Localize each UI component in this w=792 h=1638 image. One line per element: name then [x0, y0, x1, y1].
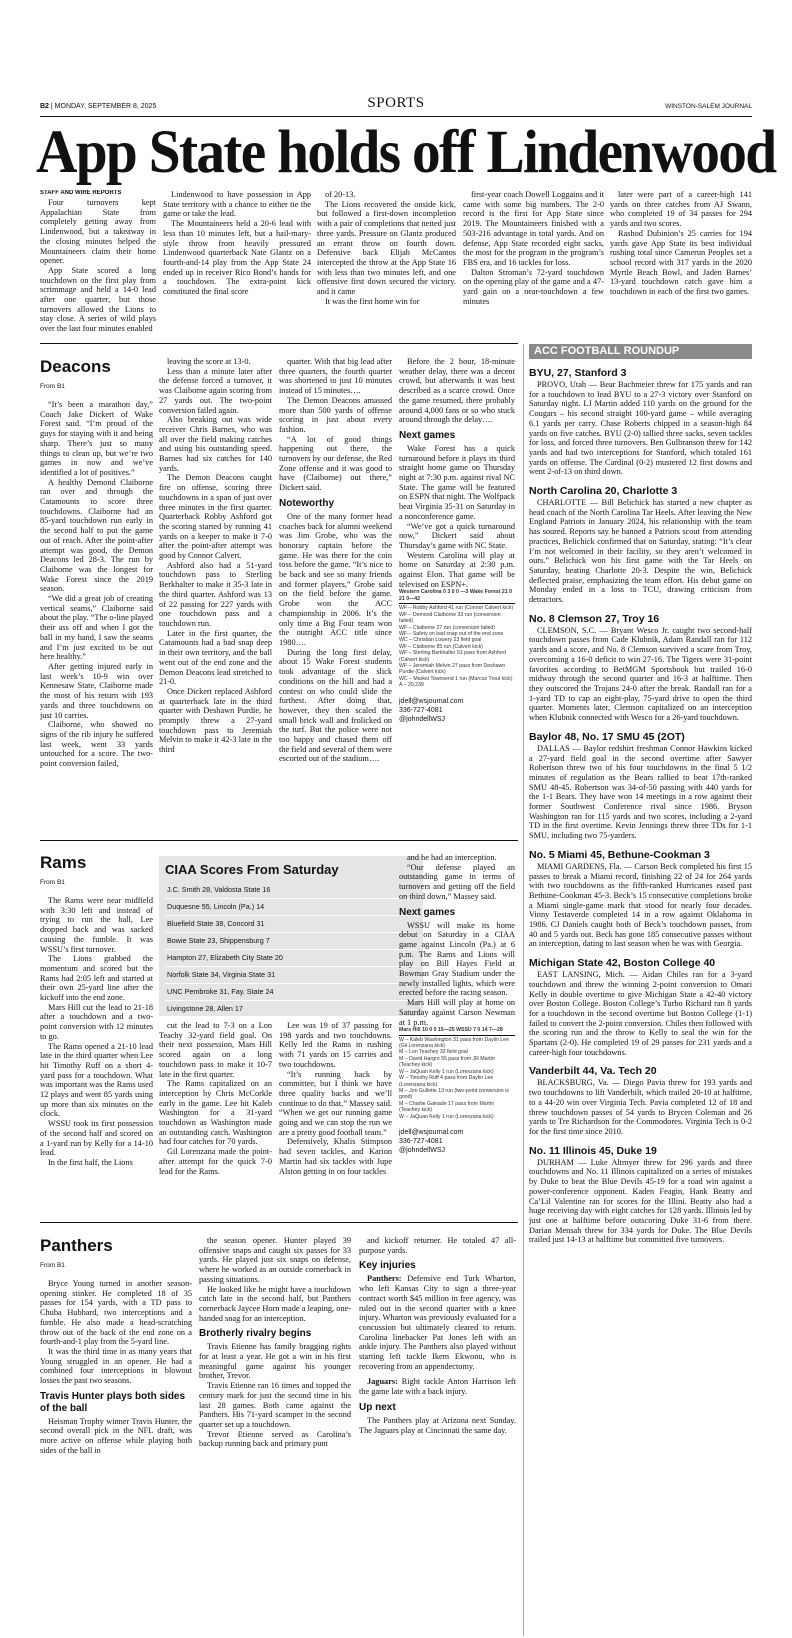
paragraph: Also breaking out was wide receiver Chris Barnes, who was all over the field making catches and using his outstanding speed. Barnes had six catches for 140 yards. — [159, 415, 272, 473]
deacons-col-2 — [159, 357, 272, 835]
paragraph: It was the first home win for — [325, 296, 420, 306]
summary-line: W – JaQuan Kelly 1 run (Lorenzana kick) — [399, 1113, 494, 1120]
paragraph: Wake Forest has a quick turnaround before it plays its third straight home game on Thursday night at 7:30 p.m. against rival NC State. The game will be featured on ESPN that night. The Wolfpack beat Virginia 35-31 on Saturday in a nonconference game. — [399, 443, 515, 521]
paragraph: Western Carolina will play at home on Saturday at 2:30 p.m. against Elon. That game will be televised on ESPN+. — [399, 550, 515, 589]
divider — [40, 1222, 518, 1223]
game-story: DALLAS — Baylor redshirt freshman Connor Hawkins kicked a 27-yard field goal in the second overtime after Sawyer Robertson threw two of his four touchdowns in the final 5 1/2 minutes of regulation as the Bears rallied to beat 17th-ranked SMU 48-45. Robertson was 34-of-50 passing with 440 yards for the 1-1 Bears. They have won 14 meetings in a row against their former Southwest Conference rival since 1986. Bryson Washington ran for 115 yards and two scores, including a 2-yard TD in the first overtime. Kevin Jennings threw three TDs for 1-1 SMU, including two 75-yarders. — [529, 743, 752, 841]
paragraph: It was the third time in as many years that Young struggled in an opener. He had a combined four interceptions in blowout losses the past two seasons. — [40, 1346, 192, 1386]
acc-roundup-banner: ACC FOOTBALL ROUNDUP — [529, 344, 752, 359]
divider — [40, 343, 518, 344]
paragraph: Before the 2 hour, 18-minute weather delay, there was a decent crowd, but afterwards it was best described as a scarce crowd. Once the game resumed, there probably around 4,000 fans or so who stuck around through the delay…. — [399, 357, 515, 425]
paragraph: A healthy Demond Claiborne ran over and through the Catamounts to score three touchdowns. Claiborne had an 85-yard touchdown run early in the second half to put the game out of reach. After the point-after attempt was good, the Demon Deacons led 28-3. The run by Claiborne was the longest for Wake Forest since the 2019 season. — [40, 477, 153, 594]
scoring-summary — [399, 1027, 515, 1120]
paragraph: He looked like he might have a touchdown catch late in the second half, but Panthers cornerback Jaycee Horn made a leaping, one-handed snag for an interception. — [199, 1284, 351, 1323]
paragraph: Four turnovers kept Appalachian State from completely getting away from Lindenwood, but a takeaway in the closing minutes helped the Mountaineers claim their home opener. — [40, 198, 156, 266]
game-headline: North Carolina 20, Charlotte 3 — [529, 485, 678, 498]
newspaper-name: WINSTON-SALEM JOURNAL — [665, 103, 752, 110]
author-phone: 336-727-4081 — [399, 1137, 443, 1145]
author-contact — [399, 1128, 515, 1155]
summary-line: WF – Claiborne 85 run (Calvert kick) — [399, 643, 483, 650]
deacons-col-4 — [399, 357, 515, 835]
score-row: Duquesne 55, Lincoln (Pa.) 14 — [165, 899, 417, 916]
summary-line: M – Lon Teachey 32 field goal — [399, 1049, 468, 1056]
paragraph: cut the lead to 7-3 on a Lon Teachy 32-yard field goal. On their next possession, Mars Hill scored again on a long touchdown pass to make it 10-7 late in the first quarter. — [159, 1021, 272, 1079]
lead-col-4 — [463, 190, 604, 340]
score-row: Livingstone 28, Allen 17 — [165, 1001, 417, 1018]
game-story: CHARLOTTE — Bill Belichick has started a new chapter as head coach of the North Carolina Tar Heels. After leaving the New England Patriots in January 2024, his relationship with the team has soured. Reports say he banned a Patriots scout from attending practices, Belichick confirmed that on Saturday, stating: “It’s clear I’m not welcomed in their facility, so they aren’t welcomed in ours.” Belichick won his first game with the Tar Heels on Saturday, beating Charlotte 20-3. Despite the win, Belichick deflected praise, emphasizing the team effort. His debut game on Monday ended in a loss to TCU, drawing criticism from detractors. — [529, 498, 752, 605]
summary-line: M – Jon Gullette 13 run (two-point conversion is good) — [399, 1087, 509, 1101]
paragraph: Once Dickert replaced Ashford at quarterback late in the third quarter with Deshawn Purdie, he promptly threw a 27-yard touchdown pass to Jeremiah Melvin to make it 42-3 late in the third — [159, 686, 272, 755]
author-email[interactable]: jdell@wsjournal.com — [399, 1128, 464, 1136]
summary-line: WF – Claiborne 27 run (conversion failed) — [399, 624, 496, 631]
paragraph: Lindenwood to have possession in App State territory with a chance to either tie the game or take the lead. — [163, 190, 311, 219]
paragraph: Dalton Stroman’s 72-yard touchdown on the opening play of the game and a 47-yard gain on a near-touchdown a few minutes — [463, 267, 604, 306]
team-label: Panthers: — [367, 1274, 402, 1284]
game-story: EAST LANSING, Mich. — Aidan Chiles ran for a 3-yard touchdown and threw the winning 2-point conversion to Omari Kelly in double overtime to give Michigan State a 42-40 victory over Boston College. Boston College’s Turbo Richard ran 8 yards for a touchdown in the second overtime but Boston College (1-1) failed to convert the 2-point conversion. Chiles then followed with the scoring run and the throw to Kelly to seal the win for the Spartans (2-0). He completed 19 of 29 passes for 231 yards and a career-high four touchdowns. — [529, 970, 752, 1057]
paragraph: leaving the score at 13-0. — [167, 357, 251, 366]
score-row: Bluefield State 38, Concord 31 — [165, 916, 417, 933]
summary-linescore: Western Carolina 0 3 0 0 —3 Wake Forest 21 0 21 0—42 — [399, 589, 515, 604]
panthers-col-1 — [40, 1236, 192, 1636]
game-story: CLEMSON, S.C. — Bryant Wesco Jr. caught two second-half touchdown passes from Cade Klubnik, Adam Randall ran for 112 yards and a score, and No. 8 Clemson survived a scare from Troy, overcoming a 16-0 deficit to win 27-16. The Tigers were 31-point favorites according to BetMGM Sportsbook but trailed 16-0 midway through the second quarter and 16-3 at halftime. Then they outscored the Trojans 24-0 after the break. Randall ran for a 1-yard TD to cap an eight-play, 75-yard drive to open the third quarter. Moments later, Clemson capitalized on an interception when Klubnik connected with Wesco for a 26-yard touchdown. — [529, 625, 752, 723]
paragraph: quarter. With that big lead after three quarters, the fourth quarter was shortened to just 10 minutes instead of 15 minutes…. — [279, 357, 392, 396]
paragraph: Mars Hill will play at home on Saturday against Carson Newman at 1 p.m. — [399, 998, 515, 1027]
game-headline: Michigan State 42, Boston College 40 — [529, 957, 716, 970]
score-row: J.C. Smith 28, Valdosta State 16 — [165, 882, 417, 899]
paragraph: the season opener. Hunter played 39 offensive snaps and caught six passes for 33 yards. He played just six snaps on defense, where he worked as an outside cornerback in passing situations. — [199, 1236, 351, 1284]
ciaa-scores-box — [159, 856, 423, 1016]
score-row: Hampton 27, Elizabeth City State 20 — [165, 950, 417, 967]
paragraph: and he had an interception. — [407, 853, 497, 862]
paragraph: The Lions grabbed the momentum and scored but the Rams had 2:05 left and started at their own 25-yard line after the kickoff into the end zone. — [40, 954, 153, 1003]
summary-line: M – Charlie Gainade 17 pass from Martin (Teachey kick) — [399, 1100, 494, 1114]
author-contact — [399, 697, 515, 724]
lead-col-1 — [40, 190, 156, 340]
page-folio: B2 | MONDAY, SEPTEMBER 8, 2025 — [40, 103, 157, 110]
paragraph: The Lions recovered the onside kick, but followed a first-down incompletion with a pair of completions that netted just three yards. Pressure on Glantz produced an errant throw on fourth down. Defensive back Elijah McCantos intercepted the throw at the App State 16 with less than two minutes left, and one offensive first down secured the victory. and it came — [317, 199, 456, 297]
paragraph: The Panthers play at Arizona next Sunday. The Jaguars play at Cincinnati the same day. — [359, 1415, 516, 1435]
paragraph: Bryce Young turned in another season-opening stinker. He completed 18 of 35 passes for 154 yards, with a TD pass to Chuba Hubbard, two interceptions and a fumble. He also made a head-scratching throw out of the back of the end zone on a fourth-and-1 play from the 5-yard line. — [40, 1279, 192, 1347]
injury-text: Defensive end Turk Wharton, who left Kansas City to sign a three-year contract worth $45 million in free agency, was ruled out in the second quarter with a knee injury. Wharton was previously evaluated for a concussion but ultimately cleared to return. Carolina linebacker Pat Jones left with an ankle injury. The Panthers also played without starting left tackle Ikem Ekwonu, who is recovering from an appendectomy. — [359, 1274, 516, 1371]
paragraph: and kickoff returner. He totaled 47 all-purpose yards. — [359, 1236, 516, 1255]
hunter-subhead: Travis Hunter plays both sides of the ball — [40, 1390, 186, 1414]
paragraph: WSSU will make its home debut on Saturday in a CIAA game against Lincoln (Pa.) at 6 p.m. The Rams and Lions will play on Bill Hayes Field at Bowman Gray Stadium under the newly installed lights, which were erected before the racing season. — [399, 920, 515, 998]
paragraph: Travis Etienne ran 16 times and topped the century mark for just the second time in his last 28 games. Both came against the Panthers. His 71-yard scamper in the second quarter set up a touchdown. — [199, 1381, 351, 1429]
paragraph: Rashod Dubinion’s 25 carries for 194 yards gave App State its best individual rushing total since Camerun Peoples set a school record with 317 yards in the 2020 Myrtle Beach Bowl, and Jaden Barnes’ 13-yard touchdown catch gave him a touchdown in each of the first two games. — [610, 228, 752, 297]
rams-col-3 — [279, 1021, 392, 1217]
ciaa-title: CIAA Scores From Saturday — [165, 862, 339, 877]
paragraph: The Mountaineers held a 20-6 lead with less than 10 minutes left, but a hail-mary-style throw from heavily pressured Lindenwood quarterback Nate Glantz on a fourth-and-14 play from the App State 24 ended up in receiver Rico Bond’s hands for a touchdown. The extra-point kick constituted the final score — [163, 219, 311, 297]
lead-byline: STAFF AND WIRE REPORTS — [40, 190, 122, 196]
acc-roundup — [529, 363, 752, 1636]
summary-line: WF – Jeremiah Melvin 27 pass from Deshawn Purdie (Calvert kick) — [399, 662, 506, 676]
score-row: UNC Pembroke 31, Fay. State 24 — [165, 984, 417, 1001]
section-name: SPORTS — [367, 95, 425, 111]
summary-line: W – Timothy Ruff 4 pass from Daylin Lee (Lorenzana kick) — [399, 1075, 494, 1088]
summary-line: A – 29,239 — [399, 682, 424, 689]
paragraph: Trevor Etienne served as Carolina’s backup running back and primary punt — [199, 1429, 351, 1449]
paragraph: Gil Lorenzana made the point-after attempt for the quick 7-0 lead for the Rams. — [159, 1147, 272, 1176]
page-header — [40, 95, 752, 117]
paragraph: One of the many former head coaches back for alumni weekend was Jim Grobe, who was the honorary captain before the game. He was there for the coin toss before the game. “It’s nice to be back and see so many friends and former players,” Grobe said on the field before the game. Grobe won the ACC championship in 2006. It’s the only time a Big Four team won the outright ACC title since 1980…. — [279, 511, 392, 647]
paragraph: Lee was 19 of 37 passing for 198 yards and two touchdowns. Kelly led the Rams in rushing with 71 yards on 15 carries and two touchdowns. — [279, 1021, 392, 1069]
page-number: B2 — [40, 103, 49, 110]
panthers-col-3 — [359, 1236, 516, 1636]
rams-title: Rams — [40, 853, 87, 872]
game-headline: Baylor 48, No. 17 SMU 45 (2OT) — [529, 730, 685, 743]
paragraph: Mars Hill cut the lead to 21-18 after a touchdown and a two-point conversion with 12 minutes to go. — [40, 1002, 153, 1041]
game-story: DURHAM — Luke Altmyer threw for 296 yards and three touchdowns and No. 11 Illinois capitalized on a series of mistakes by Duke to beat the Blue Devils 45-19 for a road win against a power-conference opponent. Kaden Feagin, Hank Beatty and Ca’Lil Valentine ran for scores for the Illini. Beatty also had a huge receiving day with eight catches for 128 yards. Illinois led by just one at halftime before outscoring Duke 31-6 from there. Darian Mensah threw for 334 yards for Duke. The Blue Devils trailed just 14-13 at halftime but committed five turnovers. — [529, 1157, 752, 1245]
deacons-col-1 — [40, 357, 153, 835]
paragraph: Claiborne, who showed no signs of the rib injury he suffered last week, went 33 yards untouched for a score. The two-point conversion failed, — [40, 720, 153, 769]
paragraph — [359, 1377, 516, 1396]
deacons-title: Deacons — [40, 357, 111, 376]
rams-col-4 — [399, 853, 515, 1217]
game-story: MIAMI GARDENS, Fla. — Carson Beck completed his first 15 passes to break a Miami record, finishing 22 of 24 for 264 yards with two touchdowns as the fifth-ranked Hurricanes eased past Bethune-Cookman 45-3. Beck’s 15 consecutive completions broke a Miami single-game mark that stood for nearly four decades. Vinny Testaverde completed 14 in a row against Oklahoma in 1986. CJ Daniels caught both of Beck’s touchdown passes, from 40 and 5 yards out. Beck has gone 185 consecutive passes without an interception, dating to last season when he was with Georgia. — [529, 861, 752, 949]
next-games-subhead: Next games — [399, 906, 456, 918]
summary-line: WF – Robby Ashford 41 run (Connor Calvert kick) — [399, 605, 514, 612]
noteworthy-subhead: Noteworthy — [279, 497, 334, 509]
jump-line: From B1 — [40, 879, 65, 886]
paragraph: After getting injured early in last week’s 10-9 win over Kennesaw State, Claiborne made the most of his return with 193 yards and three touchdowns on just 10 carries. — [40, 661, 153, 720]
paragraph: Heisman Trophy winner Travis Hunter, the second overall pick in the NFL draft, was more active on offense while playing both sides of the ball in — [40, 1416, 192, 1455]
paragraph: of 20-13. — [325, 190, 356, 199]
paragraph: “Our defense played an outstanding game in terms of turnovers and getting off the field on third down,” Massey said. — [399, 862, 515, 901]
paragraph: “We’ve got a quick turnaround now,” Dickert said about Thursday’s game with NC State. — [399, 521, 515, 550]
game-headline: No. 8 Clemson 27, Troy 16 — [529, 612, 660, 625]
lead-col-3 — [317, 190, 456, 340]
paragraph: Less than a minute later after the defense forced a turnover, it was Claiborne again scoring from 27 yards out. The two-point conversion failed again. — [159, 366, 272, 415]
jump-line: From B1 — [40, 1262, 65, 1269]
game-headline: Vanderbilt 44, Va. Tech 20 — [529, 1065, 657, 1078]
paragraph: Travis Etienne has family bragging rights for at least a year. He got a win in his first meaningful game against his younger brother, Trevor. — [199, 1342, 351, 1381]
injuries-subhead: Key injuries — [359, 1260, 416, 1272]
deacons-col-3 — [279, 357, 392, 835]
score-row: Norfolk State 34, Virginia State 31 — [165, 967, 417, 984]
paragraph: Defensively, Khalis Stimpson had seven tackles, and Karion Martin had six tackles with Jupe Alston getting in on four tackles — [279, 1137, 392, 1176]
paragraph — [359, 1274, 516, 1371]
summary-line: WC – Christian Lowery 23 field goal — [399, 637, 482, 644]
paragraph: Later in the first quarter, the Catamounts had a bad snap deep in their own territory, and the ball went out of the end zone and the Demon Deacons lead stretched to 21-0. — [159, 628, 272, 687]
summary-line: WC – Markel Townsend 1 run (Marcus Trout kick) — [399, 675, 513, 682]
page-date: MONDAY, SEPTEMBER 8, 2025 — [54, 103, 157, 110]
paragraph: The Demon Deacons caught fire on offense, scoring three touchdowns in a span of just over three minutes in the first quarter. Quarterback Robby Ashford got the scoring started by running 41 yards on a keeper to make it 7-0 after the point-after attempt was good by Connor Calvert. — [159, 473, 272, 561]
paragraph: “We did a great job of creating vertical seams,” Claiborne said about the play. “The o-line played their ass off and when I got the ball in my hand, I saw the seams and I’m just excited to be out here healthy.” — [40, 594, 153, 662]
score-row: Bowie State 23, Shippensburg 7 — [165, 933, 417, 950]
injury-text: Right tackle Anton Harrison left the game late with a back injury. — [359, 1377, 516, 1397]
panthers-col-2 — [199, 1236, 351, 1636]
paragraph: “A lot of good things happening out there, the turnovers by our defense, the Red Zone offense and it was good to have (Claiborne) out there,” Dickert said. — [279, 434, 392, 493]
summary-line: M – David Hargro 55 pass from JR Martin (Teachey kick) — [399, 1055, 495, 1069]
author-handle[interactable]: @johndellWSJ — [399, 1146, 446, 1154]
paragraph: “It’s been a marathon day,” Coach Jake Dickert of Wake Forest said. “I’m proud of the guys for staying with it and being sharp. There’s just so many things to clean up, but we’re two games in now and we’ve identified a lot of positives.” — [40, 400, 153, 477]
paragraph: “It’s running back by committee, but I think we have three quality backs and we’ll continue to do that,” Massey said. “When we get our running game going and we can stop the run we are a pretty good football team.” — [279, 1069, 392, 1137]
rams-col-2 — [159, 1021, 272, 1217]
divider — [40, 840, 518, 841]
paragraph: WSSU took its first possession of the second half and scored on a 1-yard run by Kelly for a 14-10 lead. — [40, 1119, 153, 1158]
author-email[interactable]: jdell@wsjournal.com — [399, 697, 464, 705]
paragraph: App State scored a long touchdown on the first play from scrimmage and held a 14-0 lead after one quarter, but those turnovers allowed the Lions to stay close. A series of wild plays over the last four minutes enabled — [40, 265, 156, 334]
paragraph: In the first half, the Lions — [48, 1157, 133, 1167]
summary-line: W – Kaleb Washington 31 pass from Daylin Lee (Gil Lorenzana kick) — [399, 1036, 509, 1050]
lead-col-5 — [610, 190, 752, 340]
game-headline: BYU, 27, Stanford 3 — [529, 367, 627, 379]
paragraph: The Rams capitalized on an interception by Chris McCorkle early in the game. Lee hit Kaleb Washington for a 31-yard touchdown as Washington made an outstanding catch. Washington had four catches for 70 yards. — [159, 1079, 272, 1147]
author-phone: 336-727-4081 — [399, 706, 443, 714]
team-label: Jaguars: — [367, 1377, 398, 1387]
rivalry-subhead: Brotherly rivalry begins — [199, 1328, 312, 1340]
scoring-summary — [399, 589, 515, 688]
summary-line: W – JaQuan Kelly 1 run (Lorenzana kick) — [399, 1068, 494, 1075]
main-headline: App State holds off Lindenwood — [36, 119, 776, 186]
summary-linescore: Mars Hill 10 0 0 15—25 WSSU 7 0 14 7—28 — [399, 1027, 515, 1035]
paragraph: later were part of a career-high 141 yards on three catches from AJ Swann, who completed 19 of 34 passes for 294 yards and two scores. — [610, 190, 752, 229]
panthers-title: Panthers — [40, 1236, 113, 1255]
game-story: BLACKSBURG, Va. — Diego Pavia threw for 193 yards and two touchdowns to lift Vanderbilt, which trailed 20-10 at halftime, to a 44-20 win over Virginia Tech. Pavia completed 12 of 18 and threw touchdown passes of 54 yards to Brycen Coleman and 26 yards to Tre Richardson for the Commodores. Virginia Tech is 0-2 for the first time since 2010. — [529, 1078, 752, 1136]
jump-line: From B1 — [40, 383, 65, 390]
paragraph: first-year coach Dowell Loggains and it came with some big numbers. The 2-0 record is the first for App State since 2019. The Mountaineers finished with a 503-216 advantage in total yards. And on defense, App State recorded eight sacks, the most for the program in the program’s FBS era, and 16 tackles for loss. — [463, 190, 604, 267]
lead-col-2 — [163, 190, 311, 340]
summary-line: WF – Demond Claiborne 33 run (conversion failed) — [399, 611, 501, 625]
paragraph: Ashford also had a 51-yard touchdown pass to Sterling Berkhalter to make it 35-3 late in the third quarter. Ashford was 13 of 22 passing for 227 yards with one touchdown pass and a touchdown run. — [159, 560, 272, 628]
game-headline: No. 11 Illinois 45, Duke 19 — [529, 1144, 657, 1157]
game-story: PROVO, Utah — Bear Bachmeier threw for 175 yards and ran for a touchdown to lead BYU to a 27-3 victory over Stanford on Saturday night. LJ Martin added 110 yards on the ground for the Cougars – his second straight 100-yard game – while averaging 6.1 yards per carry. Chase Roberts chipped in a season-high 84 yards on five catches. BYU (2-0) tallied three sacks, seven tackles for loss, and forced three turnovers. Ben Gulbranson threw for 142 yards and had two interceptions for Stanford, which totaled 161 yards on offense. The Cardinal (0-2) mustered 12 first downs and went 2-of-13 on third down. — [529, 380, 752, 477]
summary-line: WF – Safety on bad snap out of the end zone — [399, 630, 504, 637]
rail-divider — [523, 344, 524, 1636]
paragraph: The Demon Deacons amassed more than 500 yards of offense scoring in just about every fashion. — [279, 395, 392, 434]
author-handle[interactable]: @johndellWSJ — [399, 715, 446, 723]
up-next-subhead: Up next — [359, 1401, 396, 1413]
game-headline: No. 5 Miami 45, Bethune-Cookman 3 — [529, 848, 710, 861]
next-games-subhead: Next games — [399, 429, 456, 441]
paragraph: The Rams were near midfield with 3:30 left and instead of trying to run the ball, Lee dropped back and was sacked causing the fumble. It was WSSU’s first turnover. — [40, 896, 153, 954]
paragraph: The Rams opened a 21-10 lead late in the third quarter when Lee hit Timothy Ruff on a short 4-yard pass for a touchdown. What was important was the Rams used 12 plays and went 85 yards using up more than six minutes on the clock. — [40, 1041, 153, 1119]
rams-col-1 — [40, 853, 153, 1216]
summary-line: WF – Sterling Berkhalter 51 pass from Ashford (Calvert kick) — [399, 650, 506, 663]
paragraph: During the long first delay, about 15 Wake Forest students took advantage of the slick conditions on the hill and had a contest on who could slide the furthest. After doing that, however, they then scaled the small brick wall and frolicked on the turf. But the police were not too happy and chased them off the field and several of them were escorted out of the stadium…. — [279, 647, 392, 764]
